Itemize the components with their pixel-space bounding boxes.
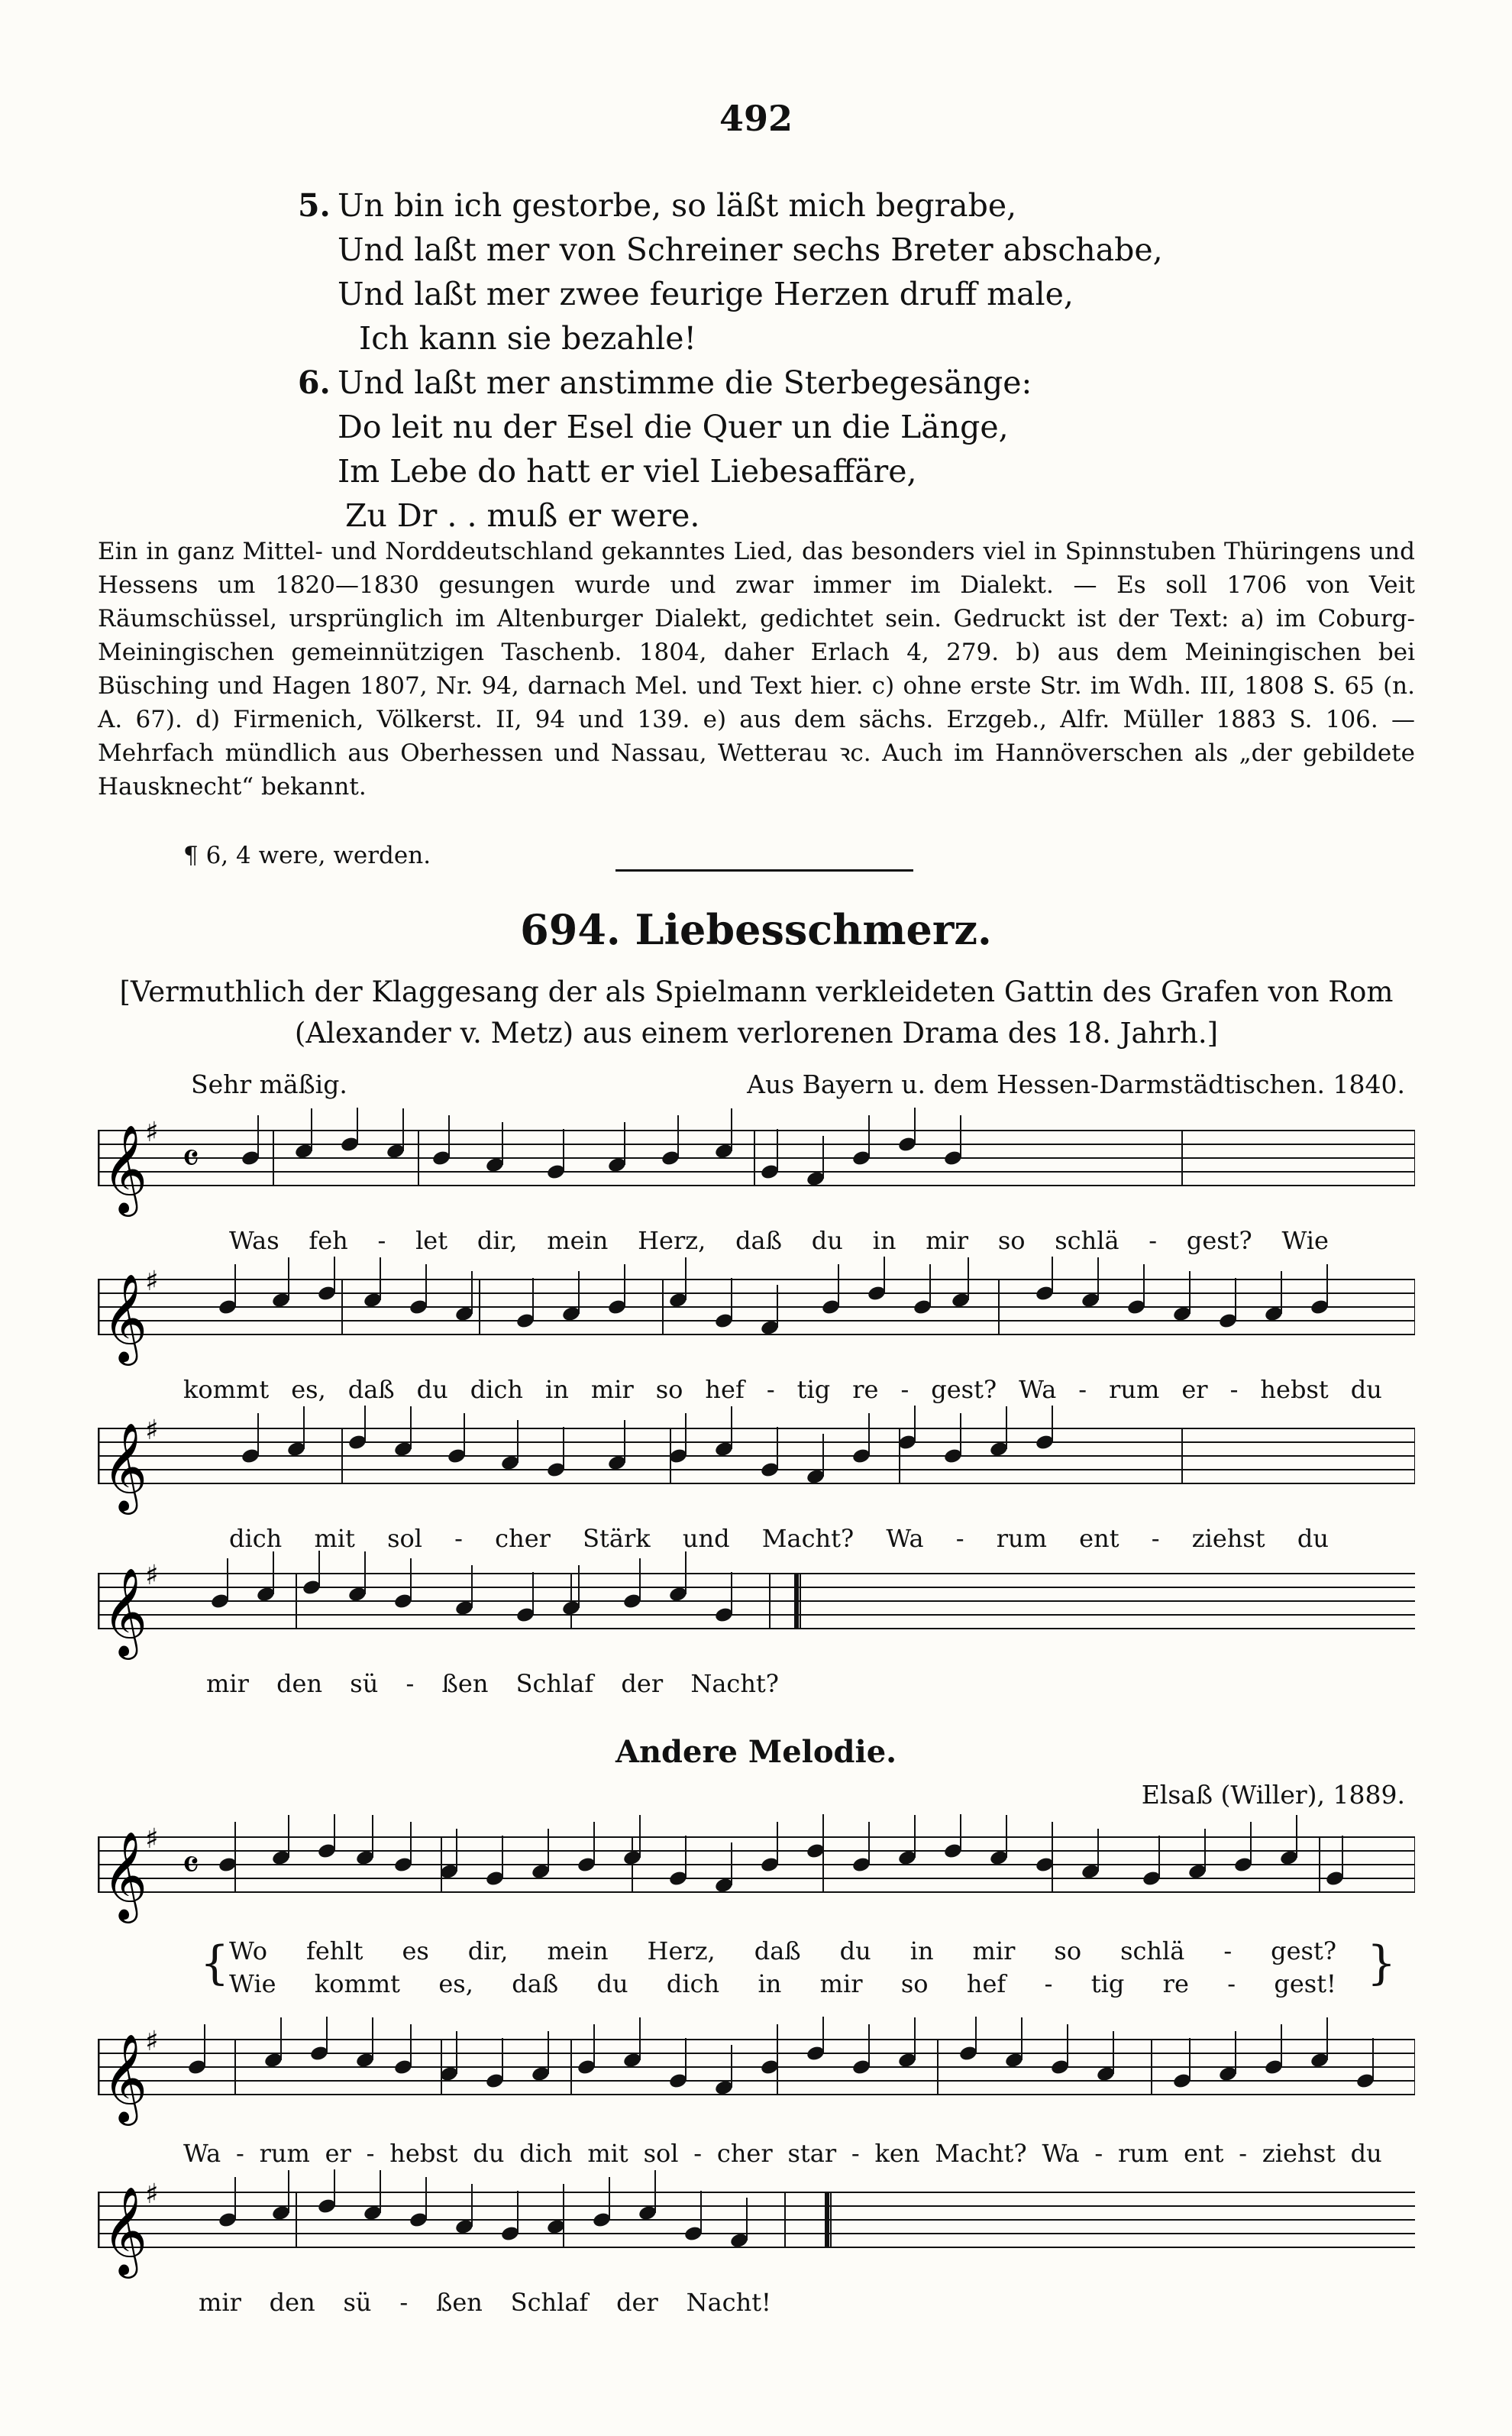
lyric-syllable: hebst [1260, 1375, 1329, 1404]
lyric-syllable: re [852, 1375, 879, 1404]
lyric-syllable: - [1149, 1226, 1158, 1255]
lyric-syllable: Wie [229, 1969, 276, 1998]
lyric-syllable: den [269, 2288, 315, 2317]
lyric-syllable: dich [666, 1969, 720, 1998]
lyric-syllable: er [325, 2139, 351, 2168]
lyric-syllable: und [682, 1524, 730, 1553]
lyric-syllable: kommt [314, 1969, 401, 1998]
lyric-syllable: - [955, 1524, 964, 1553]
lyric-syllable: mit [314, 1524, 355, 1553]
key-sharp-icon: ♯ [145, 2026, 159, 2057]
music-staff-5 [98, 1814, 1415, 1929]
lyric-syllable: ßen [435, 2288, 483, 2317]
lyric-syllable: du [1297, 1524, 1329, 1553]
lyric-syllable: rum [1109, 1375, 1160, 1404]
divider [615, 869, 913, 872]
lyric-syllable: Wa [1042, 2139, 1080, 2168]
verse-number: 5. [298, 187, 331, 224]
lyric-syllable: es, [438, 1969, 473, 1998]
treble-clef-icon: 𝄞 [102, 2033, 148, 2122]
lyric-syllable: Wie [1281, 1226, 1329, 1255]
lyric-syllable: er [1181, 1375, 1208, 1404]
final-barline [794, 1574, 799, 1629]
lyric-syllable: gest? [1186, 1226, 1252, 1255]
lyric-syllable: kommt [183, 1375, 270, 1404]
lyric-syllable: du [473, 2139, 505, 2168]
lyric-syllable: tig [796, 1375, 831, 1404]
lyric-syllable: dich [470, 1375, 524, 1404]
music-staff-4 [98, 1551, 1415, 1665]
lyric-syllable: mir [926, 1226, 969, 1255]
lyric-syllable: sü [350, 1669, 379, 1698]
lyric-syllable: es, [291, 1375, 326, 1404]
lyric-syllable: sol [643, 2139, 679, 2168]
alt-melody-source: Elsaß (Willer), 1889. [1141, 1780, 1405, 1810]
tempo-marking: Sehr mäßig. [191, 1069, 347, 1099]
treble-clef-icon: 𝄞 [102, 1124, 148, 1213]
lyric-syllable: - [1223, 1936, 1233, 1965]
lyric-syllable: - [1239, 2139, 1248, 2168]
lyric-syllable: star [787, 2139, 837, 2168]
lyric-syllable: Wa [183, 2139, 221, 2168]
verse-line: Un bin ich gestorbe, so läßt mich begrabe, [338, 187, 1017, 224]
lyric-syllable: mit [587, 2139, 628, 2168]
staff-svg [98, 1108, 1415, 1222]
lyric-syllable: dich [519, 2139, 573, 2168]
lyric-syllable: - [1078, 1375, 1087, 1404]
key-sharp-icon: ♯ [145, 2179, 159, 2210]
lyric-syllable: - [851, 2139, 860, 2168]
lyric-syllable: so [655, 1375, 683, 1404]
lyric-syllable: sü [343, 2288, 372, 2317]
lyric-syllable: in [872, 1226, 897, 1255]
song-subtitle: [Vermuthlich der Klaggesang der als Spielmann verkleideten Gattin des Grafen von Rom (Alexander v. Metz) aus einem verlorenen Drama des 18. Jahrh.] [119, 975, 1394, 1050]
lyric-syllable: schlä [1120, 1936, 1185, 1965]
page-number: 492 [719, 98, 793, 139]
song-number: 694. [520, 905, 621, 954]
lyric-syllable: Wo [229, 1936, 267, 1965]
staff-svg [98, 2017, 1415, 2131]
verse-line: Do leit nu der Esel die Quer un die Länge, [338, 409, 1009, 445]
lyric-line-2 [183, 1375, 1382, 1404]
lyric-syllable: rum [996, 1524, 1047, 1553]
alt-lyric-line-3 [199, 2288, 771, 2317]
lyric-syllable: rum [1118, 2139, 1169, 2168]
lyric-syllable: du [416, 1375, 448, 1404]
lyric-syllable: mir [199, 2288, 241, 2317]
lyric-syllable: ent [1184, 2139, 1224, 2168]
key-sharp-icon: ♯ [145, 1266, 159, 1297]
lyric-syllable: ßen [441, 1669, 489, 1698]
lyric-syllable: so [1054, 1936, 1082, 1965]
key-sharp-icon: ♯ [145, 1823, 159, 1855]
lyric-syllable: hef [966, 1969, 1006, 1998]
lyric-syllable: - [1094, 2139, 1103, 2168]
lyric-syllable: Nacht? [690, 1669, 779, 1698]
verse-6 [298, 361, 1032, 538]
song-name: Liebesschmerz. [635, 905, 992, 954]
lyric-syllable: Nacht! [686, 2288, 771, 2317]
staff-svg [98, 1257, 1415, 1371]
treble-clef-icon: 𝄞 [102, 1273, 148, 1362]
lyric-syllable: mir [206, 1669, 249, 1698]
music-staff-3 [98, 1406, 1415, 1520]
lyric-syllable: Herz, [638, 1226, 706, 1255]
lyric-syllable: Schlaf [510, 2288, 589, 2317]
lyric-syllable: daß [347, 1375, 395, 1404]
lyric-syllable: Schlaf [515, 1669, 594, 1698]
lyric-syllable: - [454, 1524, 463, 1553]
common-time-icon: 𝄴 [182, 1842, 200, 1888]
treble-clef-icon: 𝄞 [102, 1830, 148, 1920]
verse-number: 6. [298, 364, 331, 401]
lyric-syllable: den [276, 1669, 323, 1698]
lyric-syllable: - [235, 2139, 244, 2168]
lyric-syllable: so [900, 1969, 929, 1998]
lyric-syllable: ent [1079, 1524, 1119, 1553]
lyric-syllable: so [997, 1226, 1026, 1255]
lyric-syllable: - [1151, 1524, 1160, 1553]
lyric-syllable: gest? [1271, 1936, 1336, 1965]
lyric-syllable: Macht? [761, 1524, 855, 1553]
lyric-syllable: in [909, 1936, 934, 1965]
lyric-syllable: du [839, 1936, 871, 1965]
verse-line: Ich kann sie bezahle! [359, 320, 696, 357]
music-staff-6 [98, 2017, 1415, 2131]
left-brace: { [200, 1936, 230, 1990]
treble-clef-icon: 𝄞 [102, 1567, 148, 1656]
lyric-syllable: Macht? [935, 2139, 1027, 2168]
lyric-syllable: Herz, [647, 1936, 716, 1965]
song-title [0, 905, 1512, 954]
lyric-syllable: du [811, 1226, 843, 1255]
lyric-syllable: cher [495, 1524, 551, 1553]
treble-clef-icon: 𝄞 [102, 2185, 148, 2275]
staff-svg [98, 1551, 1415, 1665]
verse-line: Und laßt mer von Schreiner sechs Breter abschabe, [338, 231, 1163, 268]
lyric-syllable: ken [874, 2139, 920, 2168]
music-staff-1 [98, 1108, 1415, 1222]
verse-line: Und laßt mer zwee feurige Herzen druff male, [338, 276, 1074, 312]
lyric-syllable: dir, [477, 1226, 518, 1255]
lyric-syllable: sol [387, 1524, 422, 1553]
alt-melody-title: Andere Melodie. [615, 1734, 897, 1770]
lyric-syllable: Wa [1019, 1375, 1057, 1404]
lyric-syllable: mein [547, 1226, 609, 1255]
music-staff-2 [98, 1257, 1415, 1371]
common-time-icon: 𝄴 [182, 1136, 200, 1182]
staff-svg [98, 2169, 1415, 2284]
lyric-syllable: tig [1090, 1969, 1125, 1998]
verse-line: Und laßt mer anstimme die Sterbegesänge: [338, 364, 1032, 401]
lyric-syllable: Stärk [583, 1524, 651, 1553]
lyric-syllable: fehlt [305, 1936, 363, 1965]
lyric-syllable: - [900, 1375, 909, 1404]
lyric-syllable: let [415, 1226, 448, 1255]
key-sharp-icon: ♯ [145, 1117, 159, 1148]
lyric-line-3 [229, 1524, 1329, 1553]
lyric-syllable: mir [819, 1969, 863, 1998]
lyric-syllable: Was [229, 1226, 279, 1255]
lyric-syllable: du [1350, 2139, 1382, 2168]
treble-clef-icon: 𝄞 [102, 1422, 148, 1511]
lyric-syllable: es [402, 1936, 429, 1965]
lyric-syllable: mir [590, 1375, 634, 1404]
lyric-syllable: - [405, 1669, 415, 1698]
lyric-syllable: feh [309, 1226, 348, 1255]
lyric-syllable: - [1044, 1969, 1053, 1998]
staff-svg [98, 1814, 1415, 1929]
lyric-syllable: - [693, 2139, 703, 2168]
lyric-syllable: dich [229, 1524, 283, 1553]
text-note: ¶ 6, 4 were, werden. [183, 842, 431, 869]
lyric-syllable: - [766, 1375, 775, 1404]
lyric-syllable: rum [259, 2139, 310, 2168]
lyric-syllable: re [1162, 1969, 1189, 1998]
lyric-syllable: du [1350, 1375, 1382, 1404]
alt-lyric-line-1a [229, 1936, 1336, 1965]
lyric-syllable: gest? [931, 1375, 997, 1404]
lyric-syllable: schlä [1055, 1226, 1119, 1255]
music-staff-7 [98, 2169, 1415, 2284]
final-barline [825, 2192, 829, 2247]
verse-5 [298, 183, 1163, 361]
lyric-syllable: du [596, 1969, 628, 1998]
lyric-syllable: gest! [1274, 1969, 1336, 1998]
commentary: Ein in ganz Mittel- und Norddeutschland gekanntes Lied, das besonders viel in Spinnstuben Thüringens und Hessens um 1820—1830 gesungen wurde und zwar immer im Dialekt. — Es soll 1706 von Veit Räumschüssel, ursprünglich im Altenburger Dialekt, gedichtet sein. Gedruckt ist der Text: a) im Coburg-Meiningischen gemeinnützigen Taschenb. 1804, daher Erlach 4, 279. b) aus dem Meiningischen bei Büsching und Hagen 1807, Nr. 94, darnach Mel. und Text hier. c) ohne erste Str. im Wdh. III, 1808 S. 65 (n. A. 67). d) Firmenich, Völkerst. II, 94 und 139. e) aus dem sächs. Erzgeb., Alfr. Müller 1883 S. 106. — Mehrfach mündlich aus Oberhessen und Nassau, Wetterau ꝛc. Auch im Hannöverschen als „der gebildete Hausknecht“ bekannt. [98, 538, 1415, 801]
lyric-line-1 [229, 1226, 1329, 1255]
lyric-line-4 [206, 1669, 779, 1698]
lyric-syllable: - [399, 2288, 409, 2317]
alt-lyric-line-1b [229, 1969, 1336, 1998]
verse-line: Im Lebe do hatt er viel Liebesaffäre, [338, 453, 917, 490]
lyric-syllable: der [621, 1669, 664, 1698]
lyric-syllable: daß [735, 1226, 782, 1255]
key-sharp-icon: ♯ [145, 1560, 159, 1591]
lyric-syllable: hebst [389, 2139, 458, 2168]
lyric-syllable: in [545, 1375, 569, 1404]
lyric-syllable: daß [512, 1969, 559, 1998]
lyric-syllable: cher [716, 2139, 773, 2168]
lyric-syllable: Wa [886, 1524, 924, 1553]
alt-lyric-line-2 [183, 2139, 1382, 2168]
lyric-syllable: daß [754, 1936, 801, 1965]
lyric-syllable: ziehst [1262, 2139, 1336, 2168]
lyric-syllable: mir [972, 1936, 1016, 1965]
lyric-syllable: hef [705, 1375, 745, 1404]
verse-line: Zu Dr . . muß er were. [345, 497, 700, 534]
staff-svg [98, 1406, 1415, 1520]
melody-source: Aus Bayern u. dem Hessen-Darmstädtischen. 1840. [747, 1069, 1405, 1099]
lyric-syllable: mein [547, 1936, 609, 1965]
lyric-syllable: dir, [467, 1936, 509, 1965]
lyric-syllable: - [1229, 1375, 1239, 1404]
lyric-syllable: der [616, 2288, 658, 2317]
right-brace: } [1367, 1936, 1397, 1990]
lyric-syllable: - [366, 2139, 375, 2168]
lyric-syllable: - [377, 1226, 386, 1255]
lyric-syllable: in [758, 1969, 782, 1998]
lyric-syllable: - [1227, 1969, 1236, 1998]
lyric-syllable: ziehst [1191, 1524, 1265, 1553]
key-sharp-icon: ♯ [145, 1415, 159, 1446]
